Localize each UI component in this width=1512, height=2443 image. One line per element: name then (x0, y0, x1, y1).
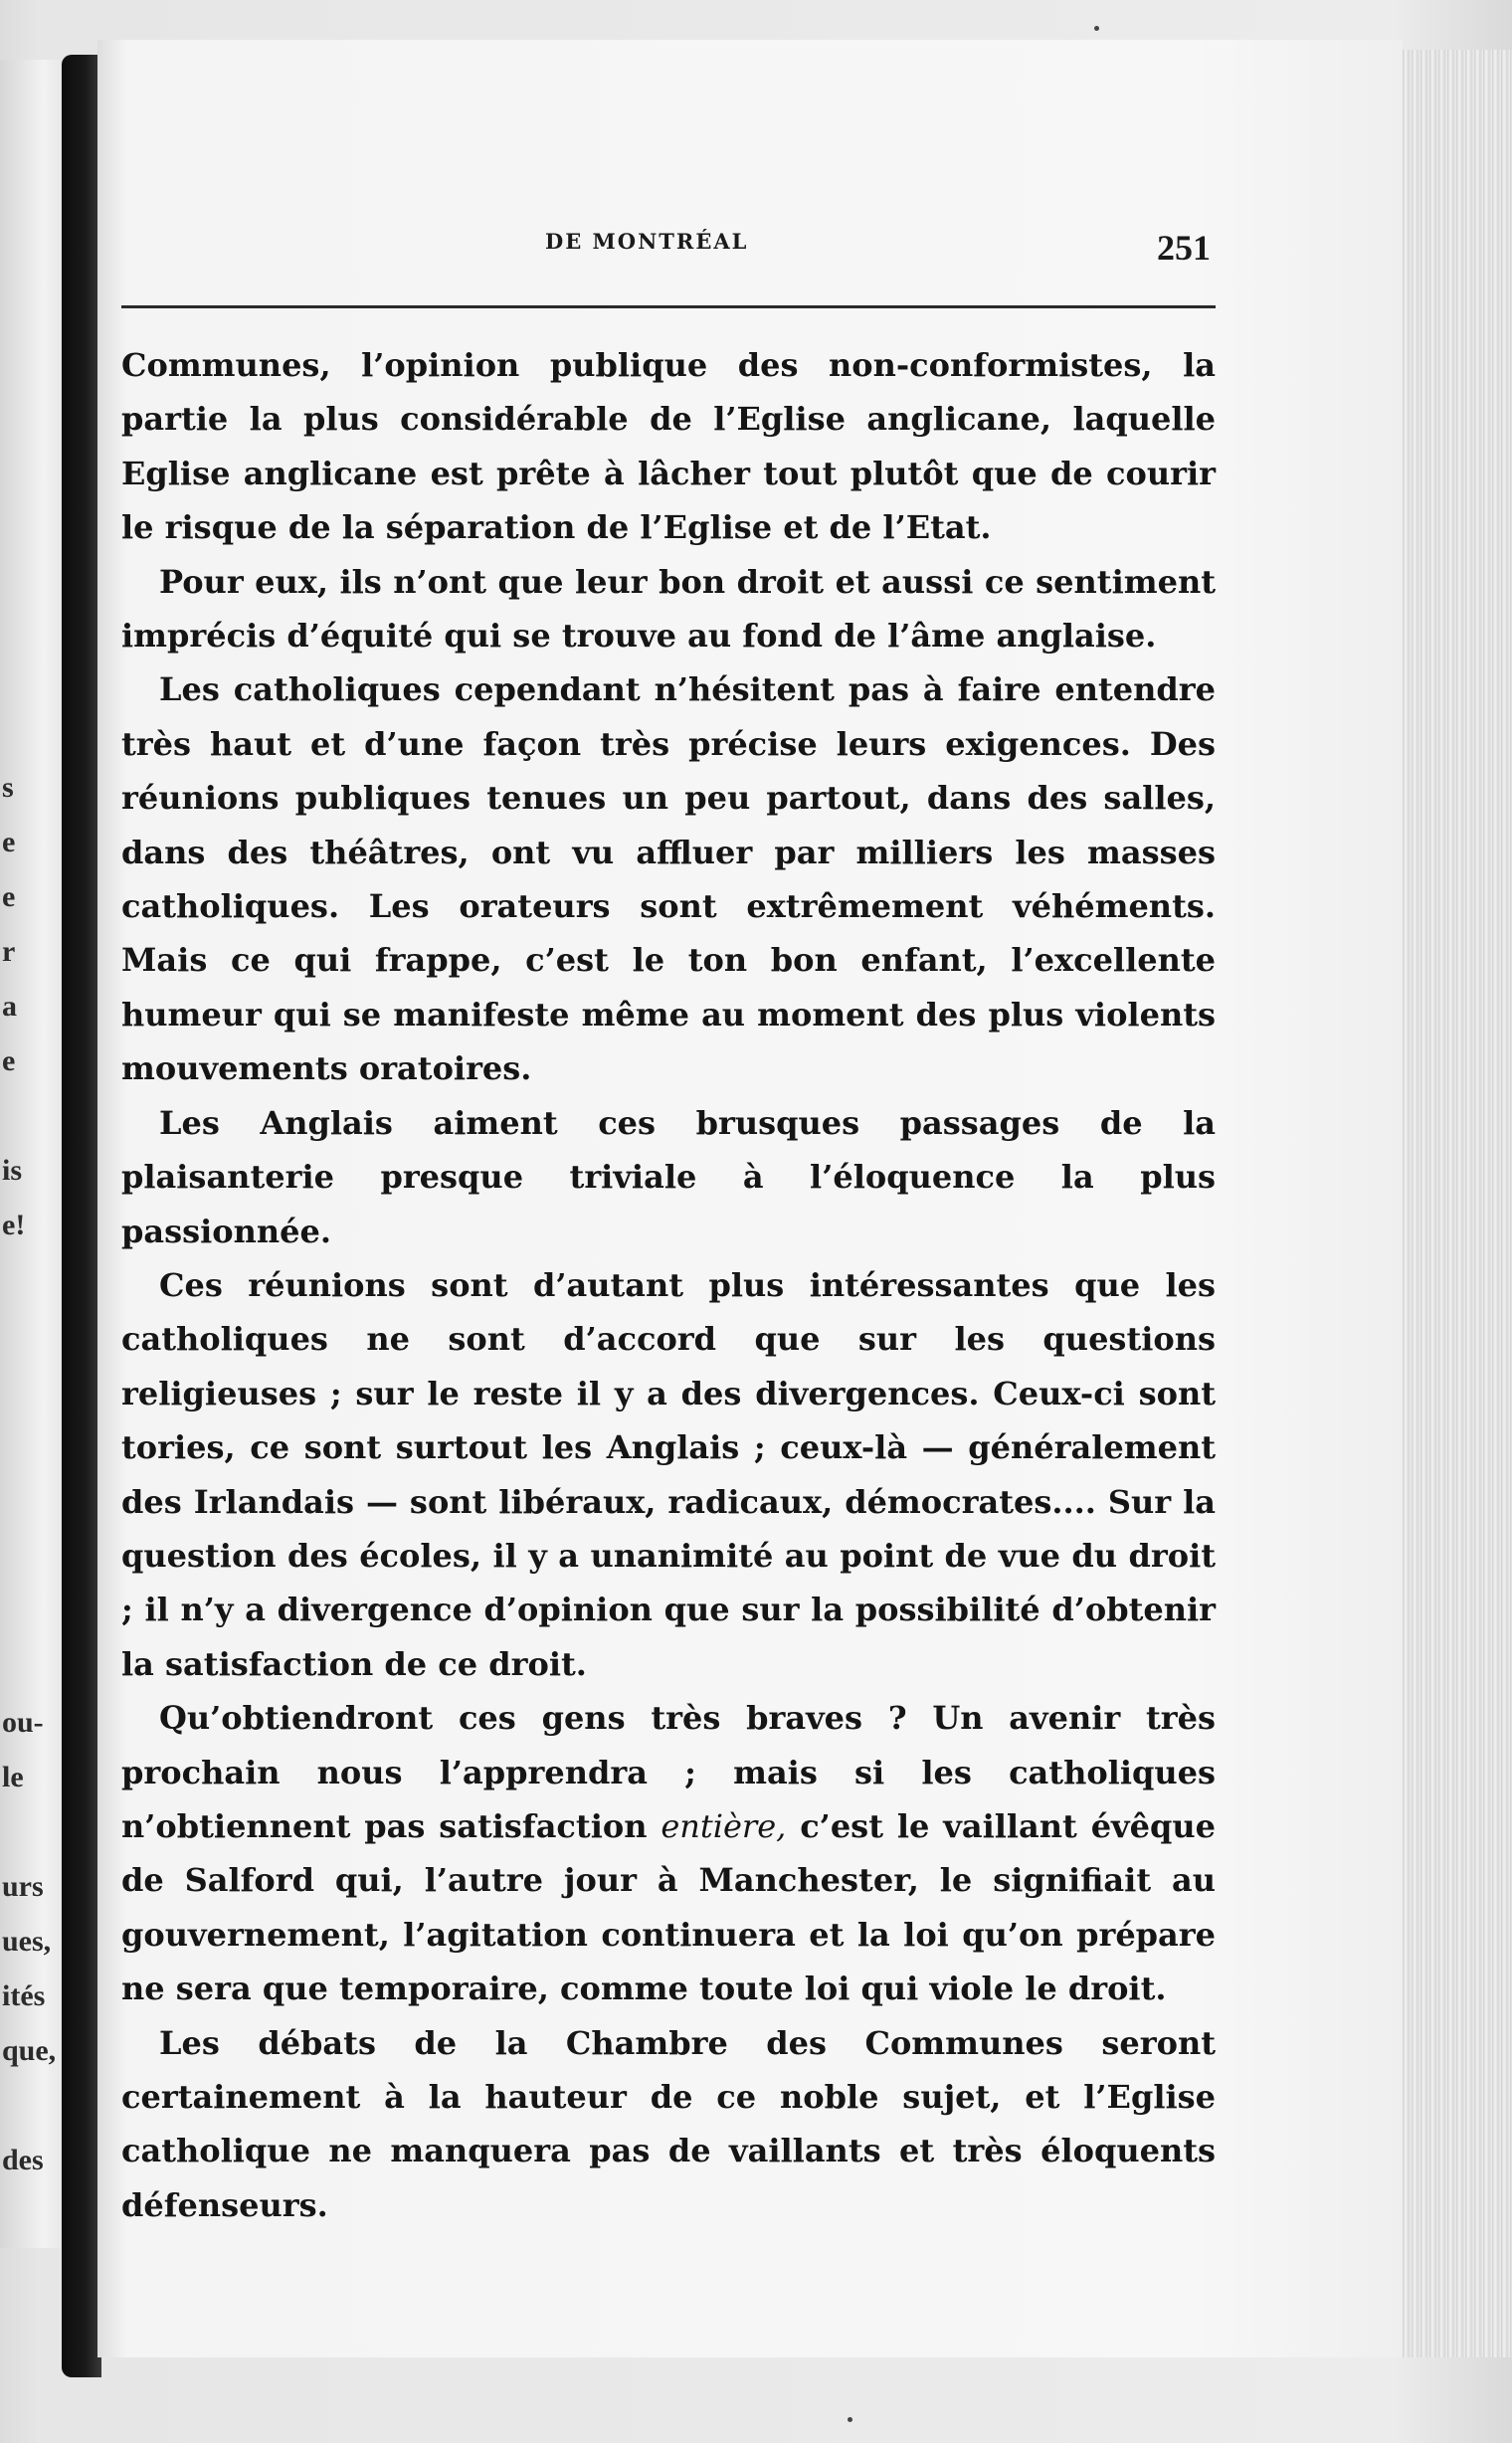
left-page-fragment: urs (2, 1870, 44, 1903)
paragraph-2: Pour eux, ils n’ont que leur bon droit et aussi ce sentiment imprécis d’équité qui se trouve au fond de l’âme anglaise. (121, 562, 1216, 656)
running-head: DE MONTRÉAL (545, 229, 749, 254)
left-page-fragment: ités (2, 1979, 46, 2012)
paragraph-6-text-end: c’est le vaillant évêque de Salford qui, l’autre jour à Manchester, le signifiait au gouvernement, l’agitation continuera et la loi qu’on prépare ne sera que temporaire, comme toute loi qui viole le droit. (121, 1806, 1217, 2008)
left-page-fragment: ues, (2, 1925, 52, 1958)
previous-page-edge (0, 60, 62, 2248)
paragraph-3: Les catholiques cependant n’hésitent pas à faire entendre très haut et d’une façon très précise leurs exigences. Des réunions publiques tenues un peu partout, dans des salles, dans des théâtres, ont vu affluer par milliers les masses catholiques. Les orateurs sont extrêmement véhéments. Mais ce qui frappe, c’est le ton bon enfant, l’excellente humeur qui se manifeste même au moment des plus violents mouvements oratoires. (121, 670, 1216, 1088)
left-page-fragment: ou- (2, 1706, 44, 1739)
paragraph-1: Communes, l’opinion publique des non-conformistes, la partie la plus considérable de l’Eglise anglicane, laquelle Eglise anglicane est prête à lâcher tout plutôt que de courir le risque de la séparation de l’Eglise et de l’Etat. (121, 346, 1216, 547)
header-rule (121, 305, 1216, 308)
book-spine (62, 55, 101, 2377)
scan-speck (1094, 26, 1099, 31)
paragraph-6-text-start: Qu’obtiendront ces gens très braves ? Un avenir très prochain nous l’apprendra ; mais si les catholiques n’obtiennent pas satisfaction (121, 1699, 1216, 1845)
paragraph-6-italic: entière, (661, 1806, 787, 1845)
left-page-fragment: s (2, 771, 14, 804)
left-page-fragment: r (2, 935, 16, 968)
left-page-fragment: a (2, 990, 17, 1023)
paragraph-6 (121, 1691, 1216, 2015)
left-page-fragment: que, (2, 2034, 57, 2067)
left-page-fragment: des (2, 2144, 44, 2176)
scan-speck (848, 2417, 852, 2422)
left-page-fragment: e (2, 826, 16, 858)
left-page-fragment: e (2, 880, 16, 913)
left-page-fragment: e (2, 1044, 16, 1077)
page-edges (1403, 50, 1512, 2357)
left-page-fragment: is (2, 1154, 23, 1187)
paragraph-5: Ces réunions sont d’autant plus intéressantes que les catholiques ne sont d’accord que sur les questions religieuses ; sur le reste il y a des divergences. Ceux-ci sont tories, ce sont surtout les Anglais ; ceux-là — généralement des Irlandais — sont libéraux, radicaux, démocrates.... Sur la question des écoles, il y a unanimité au point de vue du droit ; il n’y a divergence d’opinion que sur la possibilité d’obtenir la satisfaction de ce droit. (121, 1265, 1216, 1683)
body-text (121, 338, 1216, 2232)
left-page-fragment: e! (2, 1209, 26, 1241)
left-page-fragment: le (2, 1761, 24, 1793)
paragraph-7: Les débats de la Chambre des Communes seront certainement à la hauteur de ce noble sujet, et l’Eglise catholique ne manquera pas de vaillants et très éloquents défenseurs. (121, 2023, 1216, 2224)
paragraph-4: Les Anglais aiment ces brusques passages de la plaisanterie presque triviale à l’éloquence la plus passionnée. (121, 1103, 1216, 1250)
page-number: 251 (1157, 228, 1211, 268)
